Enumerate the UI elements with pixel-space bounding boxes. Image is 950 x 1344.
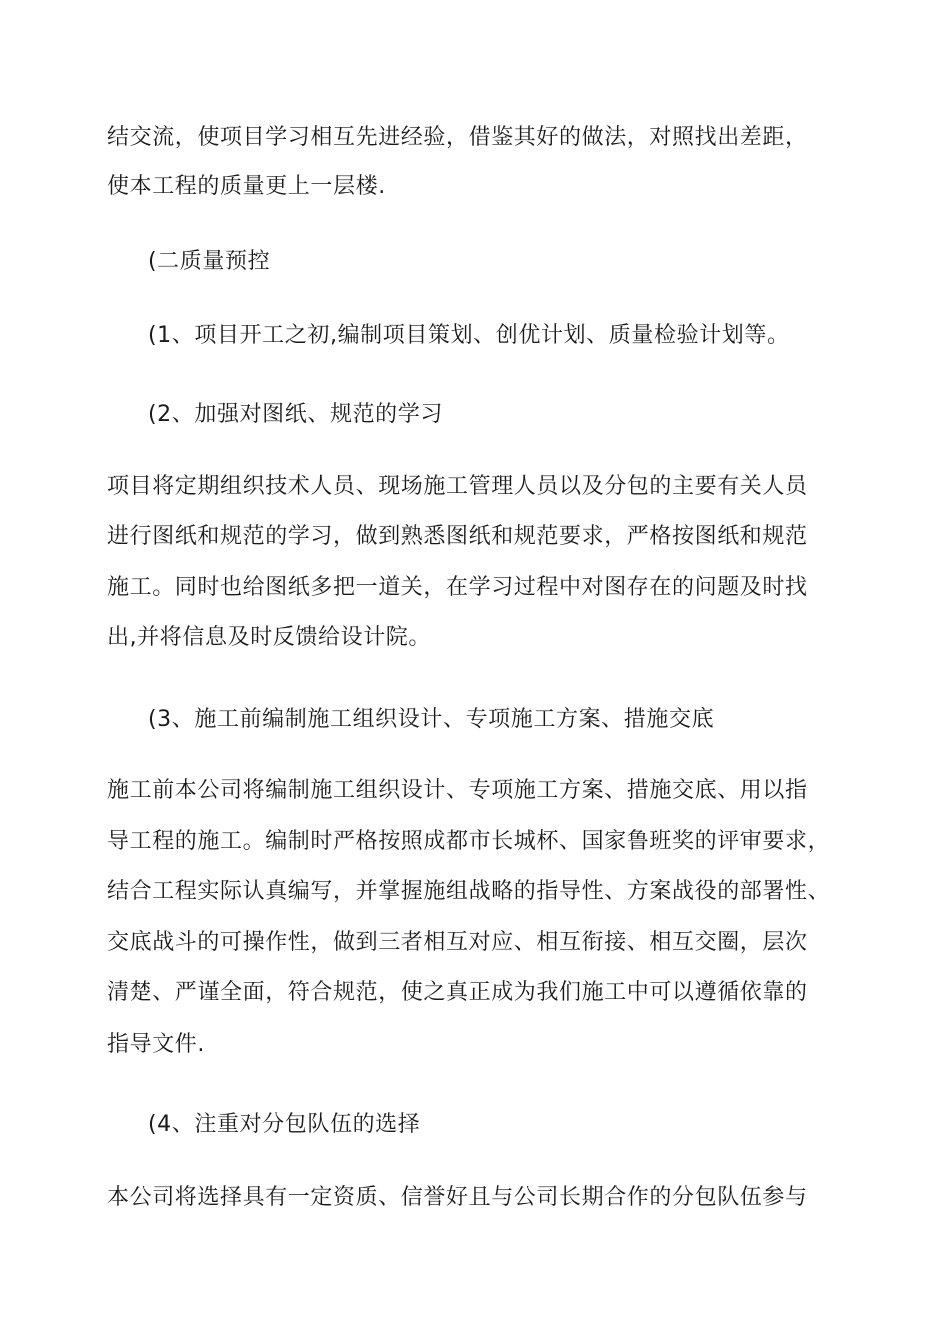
paragraph-line: 进行图纸和规范的学习，做到熟悉图纸和规范要求，严格按图纸和规范 (107, 524, 808, 549)
subsection-heading: (3、施工前编制施工组织设计、专项施工方案、措施交底 (148, 707, 715, 732)
subsection-heading: (4、注重对分包队伍的选择 (148, 1112, 421, 1137)
paragraph-line: 交底战斗的可操作性，做到三者相互对应、相互衔接、相互交圈，层次 (107, 930, 808, 955)
subsection-heading: (2、加强对图纸、规范的学习 (148, 402, 443, 427)
paragraph-line: 本公司将选择具有一定资质、信誉好且与公司长期合作的分包队伍参与 (107, 1185, 808, 1210)
paragraph-line: 指导文件. (107, 1032, 205, 1057)
section-heading: (二质量预控 (148, 249, 271, 274)
paragraph-line: 结合工程实际认真编写，并掌握施组战略的指导性、方案战役的部署性、 (107, 879, 831, 904)
paragraph-line: 结交流，使项目学习相互先进经验，借鉴其好的做法，对照找出差距， (107, 125, 808, 150)
subsection-heading: (1、项目开工之初,编制项目策划、创优计划、质量检验计划等。 (148, 323, 790, 348)
paragraph-line: 出,并将信息及时反馈给设计院。 (107, 625, 431, 650)
paragraph-line: 使本工程的质量更上一层楼. (107, 174, 386, 199)
paragraph-line: 清楚、严谨全面，符合规范，使之真正成为我们施工中可以遵循依靠的 (107, 980, 808, 1005)
paragraph-line: 导工程的施工。编制时严格按照成都市长城杯、国家鲁班奖的评审要求， (107, 829, 831, 854)
paragraph-line: 项目将定期组织技术人员、现场施工管理人员以及分包的主要有关人员 (107, 474, 808, 499)
paragraph-line: 施工前本公司将编制施工组织设计、专项施工方案、措施交底、用以指 (107, 778, 808, 803)
paragraph-line: 施工。同时也给图纸多把一道关，在学习过程中对图存在的问题及时找 (107, 575, 808, 600)
